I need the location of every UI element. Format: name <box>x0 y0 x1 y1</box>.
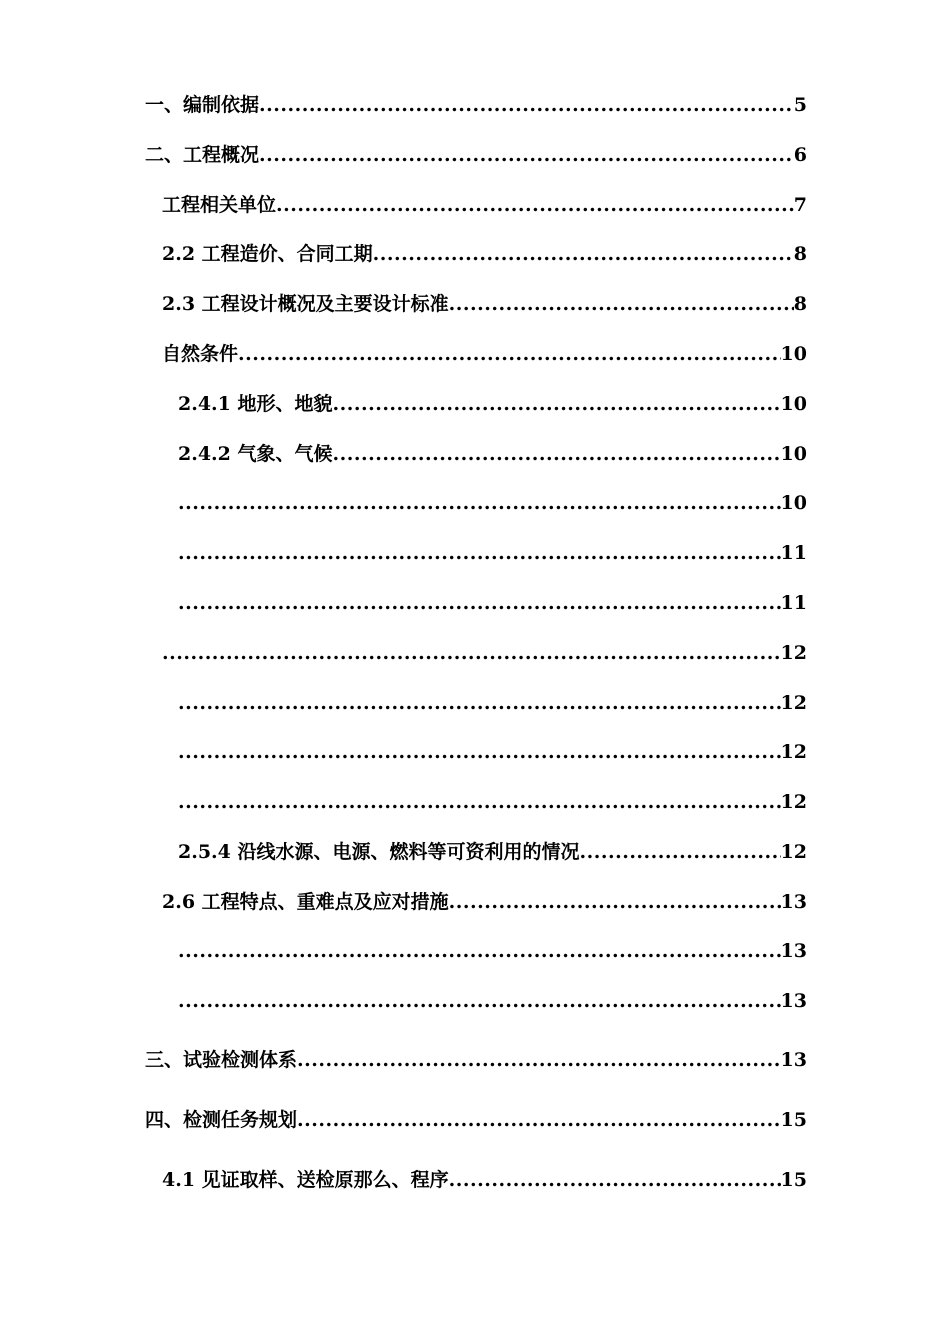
toc-page-number: 13 <box>780 990 807 1012</box>
toc-leader-dots <box>259 92 794 118</box>
toc-leader-dots <box>449 291 794 317</box>
toc-leader-dots <box>178 789 781 815</box>
toc-entry-title: 2.3 工程设计概况及主要设计标准 <box>162 293 449 315</box>
toc-page-number: 10 <box>780 343 807 365</box>
toc-page-number: 8 <box>793 243 807 265</box>
toc-entry[interactable] <box>162 291 807 317</box>
toc-page-number: 7 <box>793 194 807 216</box>
toc-leader-dots <box>178 540 781 566</box>
toc-leader-dots <box>178 590 781 616</box>
toc-page-number: 12 <box>780 841 807 863</box>
toc-leader-dots <box>238 341 781 367</box>
toc-entry[interactable] <box>178 739 807 765</box>
toc-entry[interactable] <box>162 341 807 367</box>
toc-entry-title: 2.4.2 气象、气候 <box>178 443 333 465</box>
toc-entry[interactable] <box>178 839 807 865</box>
toc-entry[interactable] <box>162 241 807 267</box>
toc-leader-dots <box>276 192 794 218</box>
toc-entry[interactable] <box>145 1047 807 1073</box>
toc-entry-title: 2.5.4 沿线水源、电源、燃料等可资利用的情况 <box>178 841 580 863</box>
toc-entry[interactable] <box>162 192 807 218</box>
toc-entry-title: 自然条件 <box>162 343 239 365</box>
toc-leader-dots <box>580 839 781 865</box>
toc-entry-title: 三、试验检测体系 <box>145 1049 298 1071</box>
toc-entry[interactable] <box>145 1107 807 1133</box>
toc-leader-dots <box>373 241 794 267</box>
toc-leader-dots <box>333 441 781 467</box>
toc-leader-dots <box>449 889 781 915</box>
toc-page-number: 12 <box>780 692 807 714</box>
toc-leader-dots <box>259 142 794 168</box>
toc-leader-dots <box>178 690 781 716</box>
toc-entry[interactable] <box>145 92 807 118</box>
toc-page-number: 12 <box>780 791 807 813</box>
toc-entry[interactable] <box>178 391 807 417</box>
toc-page-number: 15 <box>780 1169 807 1191</box>
toc-entry-title: 四、检测任务规划 <box>145 1109 298 1131</box>
toc-page-number: 10 <box>780 393 807 415</box>
toc-page-number: 5 <box>793 94 807 116</box>
toc-leader-dots <box>178 739 781 765</box>
toc-entry[interactable] <box>178 690 807 716</box>
toc-leader-dots <box>297 1107 781 1133</box>
toc-page-number: 10 <box>780 443 807 465</box>
toc-leader-dots <box>449 1167 781 1193</box>
toc-entry[interactable] <box>178 938 807 964</box>
toc-entry[interactable] <box>178 988 807 1014</box>
toc-entry[interactable] <box>162 1167 807 1193</box>
toc-entry[interactable] <box>178 490 807 516</box>
toc-page-number: 11 <box>780 592 807 614</box>
toc-entry-title: 4.1 见证取样、送检原那么、程序 <box>162 1169 449 1191</box>
toc-entry[interactable] <box>162 889 807 915</box>
toc-page-number: 6 <box>793 144 807 166</box>
toc-entry[interactable] <box>162 640 807 666</box>
toc-page-number: 12 <box>780 642 807 664</box>
toc-leader-dots <box>178 490 781 516</box>
toc-entry-title: 2.6 工程特点、重难点及应对措施 <box>162 891 449 913</box>
toc-leader-dots <box>333 391 781 417</box>
toc-page-number: 13 <box>780 1049 807 1071</box>
toc-page-number: 11 <box>780 542 807 564</box>
toc-page-number: 13 <box>780 940 807 962</box>
toc-entry-title: 二、工程概况 <box>145 144 260 166</box>
toc-entry[interactable] <box>178 789 807 815</box>
toc-entry[interactable] <box>178 590 807 616</box>
toc-page-number: 13 <box>780 891 807 913</box>
toc-leader-dots <box>178 988 781 1014</box>
toc-entry-title: 一、编制依据 <box>145 94 260 116</box>
toc-leader-dots <box>162 640 781 666</box>
toc-entry-title: 工程相关单位 <box>162 194 277 216</box>
toc-leader-dots <box>297 1047 781 1073</box>
toc-page-number: 8 <box>793 293 807 315</box>
toc-entry[interactable] <box>145 142 807 168</box>
toc-leader-dots <box>178 938 781 964</box>
toc-entry-title: 2.4.1 地形、地貌 <box>178 393 333 415</box>
toc-entry[interactable] <box>178 540 807 566</box>
toc-entry[interactable] <box>178 441 807 467</box>
toc-entry-title: 2.2 工程造价、合同工期 <box>162 243 373 265</box>
toc-page-number: 15 <box>780 1109 807 1131</box>
toc-page-number: 12 <box>780 741 807 763</box>
toc-page-number: 10 <box>780 492 807 514</box>
